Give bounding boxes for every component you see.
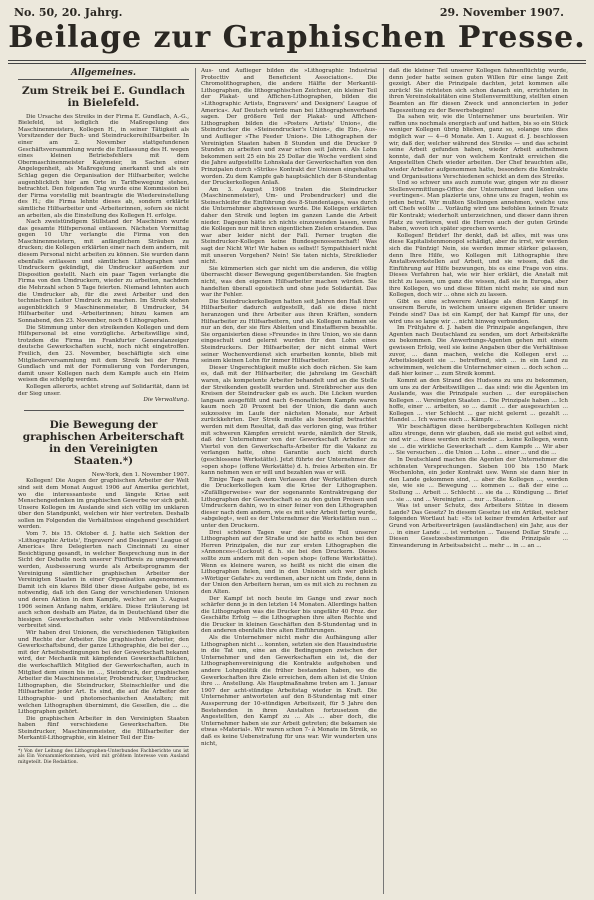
article-paragraph: daß die kleiner Teil unserer Kollegen fahnenflüchtig wurde, denn jeder hatte seinen guten Willen für eine lange Zeit gezeigt. Aber die Prinzipale dachten, jetzt kommen alle zurück! Sie richteten sich schon danach ein, errichteten in ihren Vereinslokalitäten eine Stellenvermittlung, stellten einen Beamten an für diesen Zweck und annoncierten in jeder Tageszeitung zu der Bewerbsbeginn! (389, 68, 568, 114)
footnote: *) Von der Leitung des Lithographen-Unterbundes Fachberichte uns ist als Ein Vorsammlerkommen, wird mit größtem Interesse vom Ausland mitgeteilt. Die Redaktion. (18, 746, 189, 765)
article-paragraph: Da sahen wir, wie die Unternehmer uns beurteilen. Wir raffen uns nochmals energisch auf und hatten, bis so ein Stück weniger Kollegen übrig blieben, ganz so, solange uns dies möglich war — 4—6 Monate. Am 1. August d. J. beschlossen wir, daß der, welcher während des Streiks — und das scheint seine Arbeit gefunden haben, wieder Arbeit aufnehmen konnte, daß der nur von welchem Kontrakt erreichen die Angestellten Chefs wieder arbeiten. Der Chef brauchten alle, wieder Arbeiter aufgenommen hatte, besonders die Kontrakte und Organisations Verschiedenen schickt an dem des Streiks. (389, 114, 568, 180)
article-paragraph: Wir beschäftigen diese herübergebrachten Kollegen nicht allzu strenge, denn wir glauben, daß sie meist gut selbst sind, und wir ... diese werden nicht wieder ... keine Kollegen, wenn sie ... die wirkliche Gewerkschaft ... dem Kampfe ... Wir aber ... Sie versuchen ... die Union ... Lohn ... einer ... und die ... (389, 424, 568, 457)
article-paragraph: Nach zweistündigem Stillstand der Maschinen wurde das gesamte Hilfspersonal entlassen. Nächsten Vormittag gegen 10 Uhr verlangte die Firma von den Maschinenmeistern, mit anfänglichem Sträuben zu drucken; die Kollegen erklärten einer nach dem andern, mit diesem Personal nicht arbeiten zu können. Sie wurden dann ebenfalls entlassen und sämtlichen Lithographen und Umdruckern gekündigt, die Umdrucker außerdem zur Disposition gestellt. Nach ein paar Tagen verlangte die Firma von den Umdruckern, wieder zu arbeiten, nachdem die Mehrzahl schon 5 Tage feierten. Niemand lehnten auch die Umdrucker ab, für die zwei Arbeiter und den technischen Leiter Umdruck zu machen. Im Streik stehen augenblicklich 9 Maschinenmeister, 8 Umdrucker, 54 Hilfsarbeiter und -Arbeiterinnen; hinzu kamen am Sonnabend, den 23. November, noch 6 Lithographen. (18, 219, 189, 324)
article-paragraph: Gibt es eine schwerere Anklage als diesen Kampf in unserem Berufe, in welchem unsere eigenen Brüder unsere Feinde sind? Das ist ein Kampf, der hat Kampf für uns, der wird uns so lange wir ... nicht hinweg verbunden. (389, 298, 568, 325)
masthead-rule-2 (8, 63, 586, 64)
article-paragraph: Kommt an den Strand des Hudsons zu uns zu bekommen, um uns zu der Arbeitswilligen ... das sind: wie die Ägenten im Auslande, was die Prinzipale suchen ... der europäischen Kollegen ... Vereinigten Staaten ... Die Prinzipale haben ... Ich hoffe, einer ... arbeiten, so ... damit ... der ausgesuchten ... Kollegen ... vier Schlecht ... gar nicht gelernt ... gezahlt ... Handel ... Ich warne euch ... Kämpfe ... (389, 377, 568, 424)
article-paragraph: Einige Tage nach dem Verlassen der Werkstätten durch die Druckerkollegen kam die Krise der Lithographen. »Zufälligerweise« war der sogenannte Kontraktregang der Lithographen der Gewerkschaft so zu den guten Preisen und Umdruckern dahin, wo in einer feiner von den Lithographen dieser nach dem andern, wie es mit sehr Arbeit fertig wurde, »abgelegt«, weil es der Unternehmer die Werkstätten nun ... unter den Druckern. (201, 476, 377, 529)
article-paragraph: Dieser Ungerechtigkeit mußte sich doch rächen. Sie kam es, daß mit der Hilfsarbeiter, die jahrelang im Geschäft waren, als kompetente Arbeiter behandelt und an die Stelle der Streikenden gestellt wurden und. Streikbrecher aus den Kreisen der Steindrucker gab es auch. Die Lücken wurden langsam ausgefüllt und nach 6-monatlichem Kampfe waren kaum noch 20 Prozent bei der Union, die dann auch sukzessive im Laufe der nächsten Monate, nur Arbeit zurückkehrten. Der Streik mußte als beendigt betrachtet werden mit dem Resultat, daß das verloren ging, was früher mit schweren Kämpfen erreicht wurde, nämlich der Streik, daß der Unternehmer von der Gewerkschaft Arbeiter zu Viertel von den Gewerkschafts-Arbeiter für die Vakanz zu verlangen hatte, ohne Garantie auch nicht durch (geschlossene Werkstätte). Jetzt führte der Unternehmer die »open shop« (offene Werkstätte) d. h. freies Arbeiten ein. Er kann nehmen wen er will und bezahlen was er will. (201, 364, 377, 477)
article-paragraph: Im Frühjahre d. J. haben die Prinzipale angefangen, ihre Agenten nach Deutschland zu senden, um dort Arbeitskräfte zu bekommen. Die Anwerbungs-Agenten gehen mit einem gewissen Erfolg, weil sie keine Angaben über die Verhältnisse zuvor, ... dann machen, welche die Kollegen erst ... Arbeitslosigkeit sie ... betreffend, sich ... in ein Land zu schwimmen, welchem die Unternehmer einen ... doch schon ... daß hier keiner ... zum Streik kommt. (389, 325, 568, 378)
article-paragraph: Kollegen! Die Augen der graphischen Arbeiter der Welt sind seit dem Monat August 1906 auf Amerika gerichtet, wo die interessanteste und längste Krise seit Menschengedenken im graphischen Gewerbe vor sich geht. Unsere Kollegen im Auslande sind sich völlig im unklaren über den Standpunkt, welchen wir hier vertreten. Deshalb sollen im Folgenden die Verhältnisse eingehend geschildert werden. (18, 478, 189, 531)
article-paragraph: Wir haben drei Unionen, die verschiedenen Tätigkeiten und Rechte der Arbeiter. Die graphischen Arbeiter, den Gewerkschaftsbund, der ganze Lithographie, die bei der ..., mit der Arbeitsbedingungen bei der Gewerkschaft bekannt wird, der Mechanik mit kämpfenden Gewerkschaftlichen, die werkschaftlich Mitglied der Gewerkschaften, auch in Mitglied dem einen bis im ..., Steindruck, der graphischen Arbeiter die Maschinenmeister, Probendrucker, Umdrucker, Lithographen, die Steindrucker, Steinschleifer und die Hilfsarbeiter jeder Art. Es sind, die auf die Arbeiter der Lithographie- und photomechanischen Anstalten; mit welchen Lithographen übernimmt, die Gesellen, die ... die Lithographen gehört. (18, 629, 189, 716)
article-title: Die Bewegung der graphischen Arbeiterschaft in den Vereinigten Staaten.*) (22, 418, 185, 467)
article-paragraph: Kollegen allerorts, achtet streng auf Solidarität, dann ist der Sieg unser. (18, 383, 189, 397)
article-paragraph: Was ist unser Schutz, des Arbeiters Stütze in diesem Lande? Das Gesetz? In diesem Gesetze ist ein Artikel, welcher folgenden Wortlaut hat: »Es ist keiner fremden Arbeiter auf Grund von Arbeitsverträgen (ausländischen) ein Jahr, aus der ... in einer Lande ... ist verboten ... Tausend Dollar Strafe ... Diesen Gesetzesbestimmungen die Prinzipale ... Einwanderung in Arbeitsabsicht ... mehr ... in ... an ... (389, 503, 568, 549)
article-paragraph: Der Kampf ist noch heute im Gange und zwar noch schärfer denn je in den letzten 14 Monaten. Allerdings hatten die Lithographen was die Drucker bis ungefähr 40 Proz. der Geschäfte Erfolg — die Lithographen ihre alten Rechte und die Drucker in kleinen Geschäften den 8-Stundentag und in den anderen ebenfalls ihre alten Einführungen. (201, 595, 377, 635)
issue-number: No. 50, 20. Jahrg. (14, 6, 123, 19)
article-paragraph: Als die Unternehmer nicht mehr die Aufhängung aller Lithographen nicht ... konnten, setzten sie den Hausindustrie in die Tat um, eine an die Bedingungen zwischen der Unternehmer und den Gewerkschaften ein ist, die der Lithographenvereinigung die Kontrakte aufgehoben und andere Lohnpolitik die früher bestanden haben, wo die Gewerkschaften ihre Ziele erreichen, dem alten ist die Union ihre ... Anstellung. Als Hauptmaßnahme treten am 1. Januar 1907 der acht-stündige Arbeitstag wieder in Kraft. Die Unternehmer antworteten auf den 8-Stundentag mit einer Aussperrung der 10-stündigen Arbeitszeit, für 5 Jahre den Bestehenden in ihren Anstalten fortzusetzen die Angestellten, den Kampf zu ... Als ... aber doch, die Unternehmer haben sie zur Arbeit getreten; die bekamen sie etwas »Material«. Wir waren schon 7- à Monate im Streik, so daß es keine Uebenstrafung für uns war. Wir wunderten uns nicht, (201, 635, 377, 747)
masthead-rule (8, 60, 586, 61)
article-paragraph: Sie kümmerten sich gar nicht um die anderen, die völlig überrascht dieser Bewegung gegenüberstanden. Sie fragten nicht, was den eigenen Hilfsarbeiter machen würden. Sie handelten überall egoistisch und ohne jede Solidarität. Das war ihr Fehler. (201, 265, 377, 299)
article-paragraph: Die graphischen Arbeiter in den Vereinigten Staaten haben fünf verschiedene Gewerkschaften. Die Steindrucker, Maschinenmeister, die Hilfsarbeiter der Merkantil-Lithographie, ein kleiner Teil der Ein- (18, 715, 189, 742)
article-title: Zum Streik bei E. Gundlach in Bielefeld. (21, 84, 185, 109)
article-paragraph: Kollegen! Brüder! Ihr denkt, daß ist alles, mit was uns diese Kapitalistenmonopol schädigt, aber du irrst, wir werden sich die Fünfzig! Nein, sie werden immer stärker gelassen, denn Ihre Hilfe, wo Kollegen mit Lithographie ihre Anstaltswerkstellen auf Arbeit, und sie wissen, daß die Einführung auf Hilfe bezwungen, bis es eine Frage von eins. Dieses Verfahren hat, wie wir hier erklärt, die Anstalt mit nicht zu lassen, um ganz die wissen, daß sie in Europa, aber ihre Kollegen, wo und diese Bitten nicht mehr, sie sind nun Kollegen, doch wir ... ohne sich zu lassen. (389, 232, 568, 299)
masthead-title: Beilage zur Graphischen Presse. (8, 20, 586, 55)
article-paragraph: Die Steindruckerkollegen hatten seit Jahren den Haß ihrer Hilfsarbeiter dadurch aufgestellt, daß sie diese nicht heranzogen und ihre Arbeiter aus ihren Kräften, sondern Hilfsarbeiter zu Hilfsarbeitern, und als Kollegen nahmen sie nur an den, der sie fürs Ableiten und Einstaffieren bezahlte. Sie organisierten diese »Freunde« in ihre Union, wo sie dann eingeschult und gelernt wurden für den Lohn eines Steindruckers. Der Hilfsarbeiter, der nicht einmal Wert seiner Wochenverdienst sich erarbeiten konnte, blieb mit seinem kleinen Lohn für immer Hilfsarbeiter. (201, 298, 377, 365)
article-paragraph: Drei schönen Tagen war der größte Teil unserer Lithographen auf der Straße und sie hatte es schon bei den Herren Prinzipalen, die nur zur ersten Lithographen die »Annonces«-(Lockout) d. h. sie bei den Druckern. Dieses sollte zum andern mit den »open shop« (offene Werkstätte). Wenn es kleinere waren, so heißt es nicht die einen die Lithographen fielen, und in den Unionen sich wer gleich »Wörtiger Gefahr« zu verdienen, aber nicht um Ende, denn in der Union den Arbeitern heran, um es mit sich zu rechnen zu den Alten. (201, 529, 377, 595)
article-dateline: New-York, den 1. November 1907. (91, 471, 189, 478)
article-paragraph: In Deutschland machen die Agenten der Unternehmer die schönsten Versprechungen. Sieben 100 bis 150 Mark Wochenlohn, ein jeder Kontrakt usw. Wenn sie dann hier in den Lande gekommen sind, ... aber die Kollegen ..., werden sie, wie sie ... Bewegung ... kommen ... daß der eine ... Stellung ... Arbeit ... Schlecht ... sie da ... Kündigung ... Brief ... sie ... und ... Vereinigten ... nur ... Staaten ... (389, 457, 568, 503)
article-paragraph: Aus- und Auflieger bilden die »Lithographic Industrial Protecttiv and Beneficient Association«. Die Chromolithographen, die andere Hälfte der Merkantil-Lithographen, die lithographischen Zeichner, ein kleiner Teil der Plakat- und Affichen-Lithographen, bilden die »Lithographic Artists, Engravers' and Designers' League of America«. Auf Deutsch würde man bei Lithographenverband sagen. Der größere Teil der Plakat- und Affichen-Lithographen bilden die »Posters Artists' Union«, die Steindrucker die »Steinendrucker's Union«, die Ein-, Aus- und Auflieger »The Feeder Union«. Die Lithographen der Vereinigten Staaten haben 8 Stunden und die Drucker 9 Stunden zu arbeiten und zwar schon seit Jahren. Als Lohn bekommen seit 25 ein bis 25 Dollar die Woche verdient sind die Jahre aufgestellte Lohnskala der Gewerkschaften von den Prinzipalen durch »Strike« Kontrakt der Unionen eingehalten worden. Zu dem Kampfe gab hauptsächlich der 8-Stundentag der Druckerkollegen Anlaß. (201, 68, 377, 187)
article-paragraph: Und so schwer uns auch zumute war, gingen wir zu dieser Stellenvermittlungs-Office der Unternehmer und ließen uns »vertingen«. Man plazierte uns, ohne uns zu fragen, wohin es jeden betraf. Wir mußten Stellungen annehmen, welche uns oft Chefs wollte ... Vorläufig wird uns befohlen keinen Ersatz für Kontrakt; wiederholt unterzeichnen, und dieser dann ihren Platz zu verlieren, weil die Herren auch der guten Gründe haben, wovon ich später sprechen werde. (389, 180, 568, 233)
article-paragraph: Die Stimmung unter den streikenden Kollegen und dem Hilfspersonal ist eine vorzügliche. Arbeitswillige sind, trotzdem die Firma im Frankfurter Generalanzeiger deutsche Gewerkschaften sucht, noch nicht eingetroffen. Freilich, den 23. November, beschäftigte sich eine Mitgliederversammlung mit dem Streik bei der Firma Gundlach und mit der Formulierung von Forderungen, damit unser Kollegen nach dem Kampfe auch ein Heim weisen die schöpfig werden. (18, 324, 189, 384)
column-3 (389, 68, 568, 894)
column-divider (383, 68, 384, 894)
article-paragraph: Vom 7. bis 15. Oktober d. J. hatte sich Sektion der »Lithographic Artists', Engravers' and Designers' League of America« Ihre Delegierten nach Cincinnati zu einer Besichtigung gesandt, in welcher Besprechung nun in der Sicht der Debatte noch unserer Fünftkreis zu umgewandt werden, Ausbesserung wurde als Arbeitsprogramm der Vereinigung sämtlicher graphischen Arbeiter der Vereinigten Staaten in einer Organisation angenommen. Damit ich ein klares Bild über diese Aufgabe gebe, ist es notwendig, daß ich den Gang der verschiedenen Unionen und deren Aktion in dem Kampfe, welcher am 3. August 1906 seinen Anfang nahm, erkläre. Diese Erläuterung ist auch schon deshalb am Platze, da in Deutschland über die hiesigen Gewerkschaften sehr viele Mißverständnisse verbreitet sind. (18, 531, 189, 630)
column-divider (195, 68, 196, 894)
column-1 (18, 68, 189, 894)
article-paragraph: Am 3. August 1906 traten die Steindrucker (Maschinenmeister), Um- und Probendrucker) und die Steinschleifer die Einführung des 8-Stundentages, was durch die Unternehmer abgewiesen wurde. Die Kollegen erklärten daher den Streik und legten im ganzen Lande die Arbeit nieder. Dagegen hätte ich nichts einzuwenden lassen, wenn die Kollegen nur mit ihren eigentlichen Zielen erstanden. Das war aber leider nicht der Fall. Ferner trugten die Steindrucker-Kollegen keine Bundesgenossenschaft! Was sagt der Nicht Wir! Wir haben es selbst!! Sympathisiert nicht mit unseren Vorgehen? Nein! Sie taten nichts, Streiklieder nicht. (201, 186, 377, 266)
section-heading: Allgemeines. (18, 70, 189, 80)
article-divider (24, 410, 184, 411)
article-signature: Die Verwaltung. (143, 397, 189, 404)
issue-date: 29. November 1907. (439, 6, 564, 19)
article-paragraph: Die Ursache des Streiks in der Firma E. Gundlach, A.-G., Bielefeld, ist lediglich die Maßregelung des Maschinenmeisters, Kollegen H., in seiner Tätigkeit als Vorsitzender der Buch- und Steindruckereihilfsarbeiter. In einer am 2. November stattgefundenen Geschäftsversammlung wurde die Entlassung des H. wegen eines kleinen Betriebsfehlers mit dem Obermaschinenmeister Kaiymeier, in Sachen einer Angelegenheit, als Maßregelung anerkannt und als ein Schlag gegen die Organisation der Hilfsarbeiter, welche augenblicklich hier am Orte in Tarifbewegung stehen, betrachtet. Den folgenden Tag wurde eine Kommission bei der Firma vorstellig mit beantragte die Wiedereinstellung des H.; die Firma lehnte dieses ab, sondern erklärte sämtliche Hilfsarbeiter und -Arbeiterinnen, sofern sie nicht an arbeiten, als die Einstellung des Kollegen H. erfolge. (18, 113, 189, 219)
column-2 (201, 68, 377, 894)
